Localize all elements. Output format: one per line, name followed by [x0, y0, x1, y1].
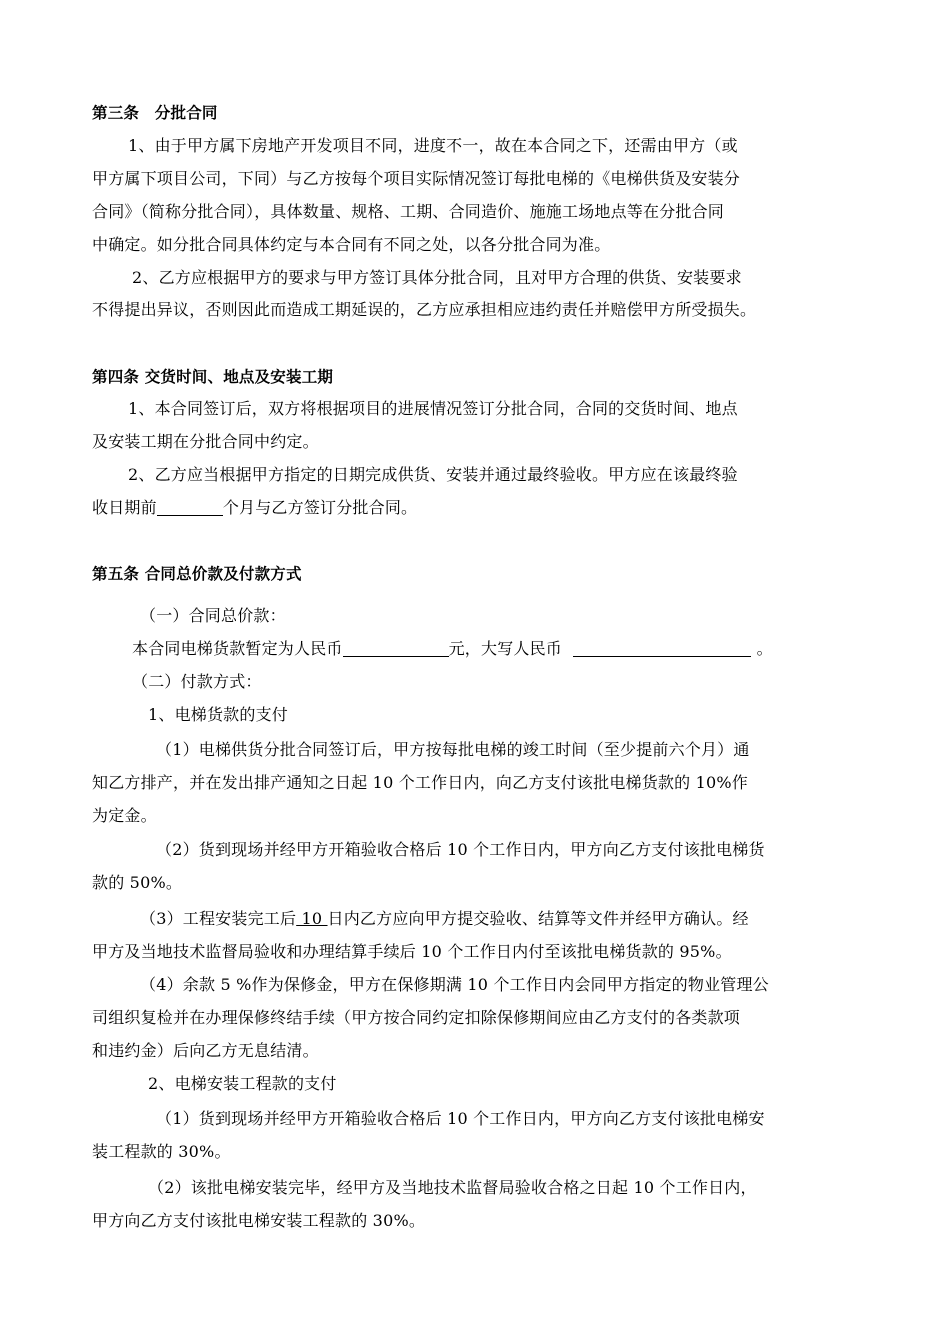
g2-line1: （2）货到现场并经甲方开箱验收合格后 10 个工作日内，甲方向乙方支付该批电梯货: [156, 840, 765, 859]
days-value: 10: [296, 909, 328, 928]
g3-line2: 甲方及当地技术监督局验收和办理结算手续后 10 个工作日内付至该批电梯货款的 95%。: [92, 942, 732, 961]
g1-line3: 为定金。: [92, 806, 157, 825]
total-price-line: 本合同电梯货款暂定为人民币 元，大写人民币 。: [132, 639, 773, 658]
i2-line1: （2）该批电梯安装完毕，经甲方及当地技术监督局验收合格之日起 10 个工作日内，: [148, 1178, 757, 1197]
art3-p2-line1: 2、乙方应根据甲方的要求与甲方签订具体分批合同，且对甲方合理的供货、安装要求: [132, 268, 742, 287]
g2-line2: 款的 50%。: [92, 873, 183, 892]
i1-line1: （1）货到现场并经甲方开箱验收合格后 10 个工作日内，甲方向乙方支付该批电梯安: [156, 1109, 765, 1128]
art3-p1-line1: 1、由于甲方属下房地产开发项目不同，进度不一，故在本合同之下，还需由甲方（或: [128, 136, 738, 155]
g1-line2: 知乙方排产，并在发出排产通知之日起 10 个工作日内，向乙方支付该批电梯货款的 10%作: [92, 773, 748, 792]
i1-line2: 装工程款的 30%。: [92, 1142, 231, 1161]
payment-method-title: （二）付款方式：: [132, 672, 262, 691]
total-price-title: （一）合同总价款：: [140, 606, 286, 625]
g3-line1: （3）工程安装完工后 10 日内乙方应向甲方提交验收、结算等文件并经甲方确认。经: [140, 909, 749, 928]
art4-p1-line1: 1、本合同签订后，双方将根据项目的进展情况签订分批合同，合同的交货时间、地点: [128, 399, 738, 418]
install-payment-title: 2、电梯安装工程款的支付: [148, 1074, 337, 1093]
g4-line1: （4）余款 5 %作为保修金，甲方在保修期满 10 个工作日内会同甲方指定的物业管理公: [140, 975, 769, 994]
art4-p2-line2: 收日期前 个月与乙方签订分批合同。: [92, 498, 418, 517]
g4-line2: 司组织复检并在办理保修终结手续（甲方按合同约定扣除保修期间应由乙方支付的各类款项: [92, 1008, 741, 1027]
g1-line1: （1）电梯供货分批合同签订后，甲方按每批电梯的竣工时间（至少提前六个月）通: [156, 740, 750, 759]
g4-line3: 和违约金）后向乙方无息结清。: [92, 1041, 319, 1060]
art3-p1-line2: 甲方属下项目公司，下同）与乙方按每个项目实际情况签订每批电梯的《电梯供货及安装分: [92, 169, 741, 188]
art4-p1-line2: 及安装工期在分批合同中约定。: [92, 432, 319, 451]
art3-p1-line3: 合同》（简称分批合同），具体数量、规格、工期、合同造价、施施工场地点等在分批合同: [92, 202, 725, 221]
i2-line2: 甲方向乙方支付该批电梯安装工程款的 30%。: [92, 1211, 426, 1230]
article-4-heading: 第四条 交货时间、地点及安装工期: [92, 368, 334, 386]
art3-p1-line4: 中确定。如分批合同具体约定与本合同有不同之处，以各分批合同为准。: [92, 235, 611, 254]
article-3-heading: 第三条 分批合同: [92, 104, 218, 122]
months-blank: [157, 497, 223, 516]
art3-p2-line2: 不得提出异议，否则因此而造成工期延误的，乙方应承担相应违约责任并赔偿甲方所受损失。: [92, 300, 757, 319]
article-5-heading: 第五条 合同总价款及付款方式: [92, 565, 302, 583]
amount-blank: [343, 638, 449, 657]
art4-p2-line1: 2、乙方应当根据甲方指定的日期完成供货、安装并通过最终验收。甲方应在该最终验: [128, 465, 738, 484]
goods-payment-title: 1、电梯货款的支付: [148, 705, 288, 724]
amount-in-words-blank: [573, 638, 751, 657]
